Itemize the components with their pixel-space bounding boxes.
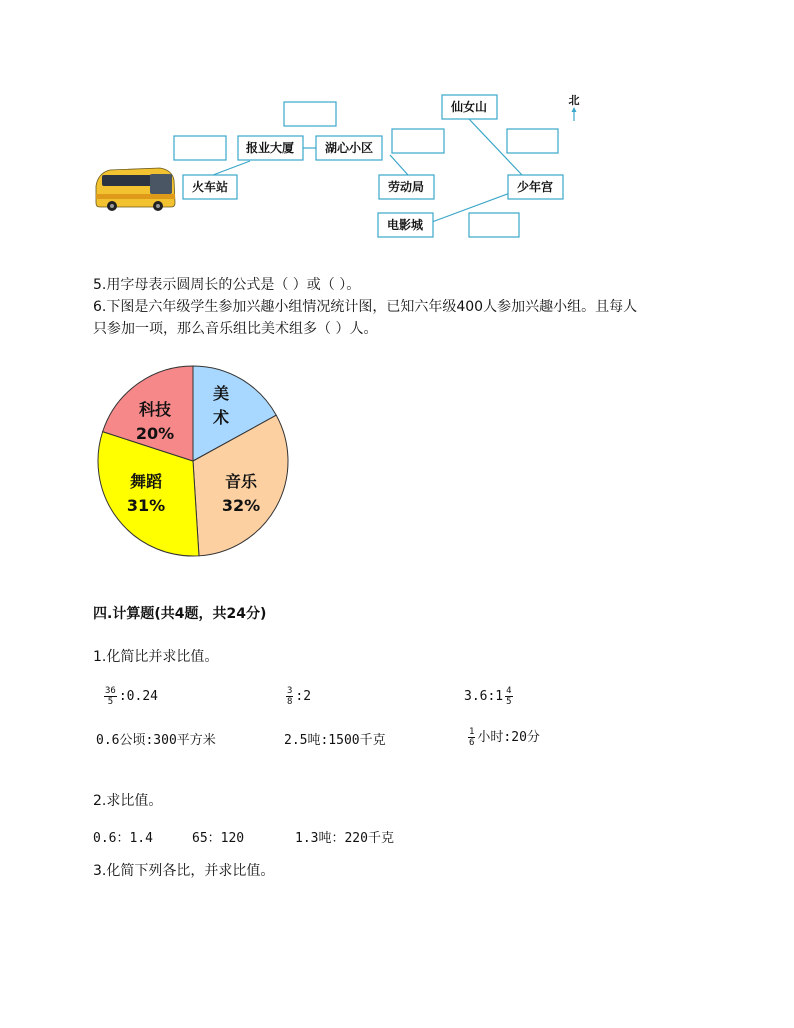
question-6-line1: 6.下图是六年级学生参加兴趣小组情况统计图，已知六年级400人参加兴趣小组。且每人 [93, 299, 638, 315]
blank-box-2 [174, 136, 226, 160]
p1-expr-f: $\frac{1}{6}$ 小时:20分 [469, 727, 540, 748]
question-6-line2: 只参加一项，那么音乐组比美术组多（ ）人。 [93, 321, 378, 337]
blank-box-4 [507, 129, 558, 153]
pie-slice-label: 音乐 32% [221, 472, 261, 515]
p1-expr-b: $\frac{3}{8}$ :2 [287, 686, 312, 707]
fraction: $\frac{3}{8}$ [287, 686, 293, 707]
p2-expr-a: 0.6：1.4 [93, 831, 153, 846]
problem-1-title: 1.化简比并求比值。 [93, 649, 219, 665]
place-laodong: 劳动局 [387, 180, 425, 194]
problem-2-title: 2.求比值。 [93, 793, 163, 809]
question-5: 5.用字母表示圆周长的公式是（ ）或（ ）。 [93, 277, 361, 293]
blank-box-3 [392, 129, 444, 153]
pie-slice-label: 美术 [212, 384, 230, 427]
pie-slice-label: 科技 20% [135, 400, 175, 443]
place-xiannv: 仙女山 [450, 100, 488, 114]
north-arrow-icon [569, 94, 580, 121]
p1-expr-c: 3.6:1 $\frac{4}{5}$ [464, 686, 512, 707]
place-huochezhan: 火车站 [191, 180, 229, 194]
blank-box-1 [284, 102, 336, 126]
fraction: $\frac{1}{6}$ [469, 727, 475, 748]
north-label: 北 [568, 94, 580, 107]
bus-icon [96, 168, 175, 211]
place-shaonian: 少年宫 [516, 180, 554, 194]
place-dianying: 电影城 [386, 218, 424, 232]
road-huxin-laodong [390, 155, 408, 175]
road-huochezhan-baoye [213, 161, 250, 175]
fraction: $\frac{36}{5}$ [105, 686, 116, 707]
place-huxin: 湖心小区 [324, 141, 374, 155]
route-map [0, 85, 794, 245]
pie-chart [90, 358, 296, 564]
place-baoye: 报业大厦 [245, 141, 295, 155]
section-4-title: 四.计算题(共4题，共24分) [93, 606, 267, 622]
fraction: $\frac{4}{5}$ [506, 686, 512, 707]
blank-box-5 [469, 213, 519, 237]
p1-expr-d: 0.6公顷:300平方米 [96, 733, 216, 748]
problem-3-title: 3.化简下列各比，并求比值。 [93, 863, 275, 879]
p2-expr-b: 65：120 [192, 831, 245, 846]
p1-expr-e: 2.5吨:1500千克 [284, 733, 386, 748]
pie-slice-label: 舞蹈 31% [126, 472, 166, 515]
p2-expr-c: 1.3吨：220千克 [295, 831, 394, 846]
p1-expr-a: $\frac{36}{5}$ :0.24 [105, 686, 158, 707]
